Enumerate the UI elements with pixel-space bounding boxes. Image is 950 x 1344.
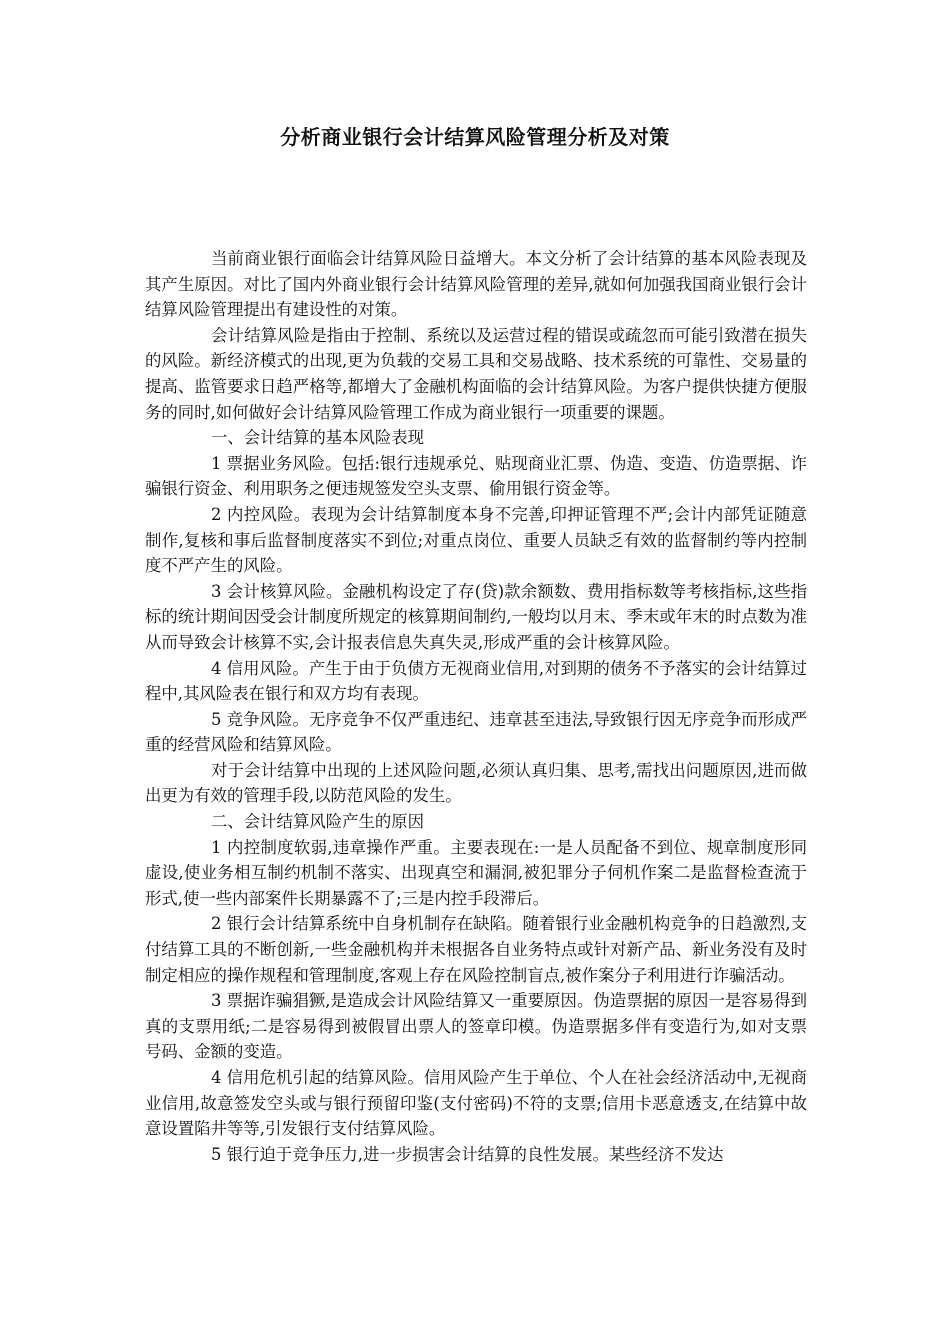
paragraph: 4 信用风险。产生于由于负债方无视商业信用,对到期的债务不予落实的会计结算过程中,其风险表在银行和双方均有表现。 [145, 658, 807, 704]
paragraph: 1 内控制度软弱,违章操作严重。主要表现在:一是人员配备不到位、规章制度形同虚设,使业务相互制约机制不落实、出现真空和漏洞,被犯罪分子伺机作案二是监督检查流于形式,使一些内部案件长期暴露不了;三是内控手段滞后。 [145, 837, 807, 908]
paragraph: 5 竞争风险。无序竞争不仅严重违纪、违章甚至违法,导致银行因无序竞争而形成严重的经营风险和结算风险。 [145, 709, 807, 755]
paragraph: 对于会计结算中出现的上述风险问题,必须认真归集、思考,需找出问题原因,进而做出更为有效的管理手段,以防范风险的发生。 [145, 760, 807, 806]
paragraph: 5 银行迫于竞争压力,进一步损害会计结算的良性发展。某些经济不发达 [211, 1144, 724, 1164]
paragraph: 2 银行会计结算系统中自身机制存在缺陷。随着银行业金融机构竞争的日趋激烈,支付结算工具的不断创新,一些金融机构并未根据各自业务特点或针对新产品、新业务没有及时制定相应的操作规程和管理制度,客观上存在风险控制盲点,被作案分子利用进行诈骗活动。 [145, 914, 807, 985]
document-title: 分析商业银行会计结算风险管理分析及对策 [280, 125, 670, 149]
paragraph: 3 会计核算风险。金融机构设定了存(贷)款余额数、费用指标数等考核指标,这些指标的统计期间因受会计制度所规定的核算期间制约,一般均以月末、季末或年末的时点数为准从而导致会计核算不实,会计报表信息失真失灵,形成严重的会计核算风险。 [145, 581, 807, 652]
paragraph-abstract: 当前商业银行面临会计结算风险日益增大。本文分析了会计结算的基本风险表现及其产生原因。对比了国内外商业银行会计结算风险管理的差异,就如何加强我国商业银行会计结算风险管理提出有建设性的对策。 [145, 249, 807, 320]
document-body [145, 246, 807, 1167]
section-heading-2: 二、会计结算风险产生的原因 [211, 812, 425, 832]
section-heading-1: 一、会计结算的基本风险表现 [211, 428, 425, 448]
paragraph: 2 内控风险。表现为会计结算制度本身不完善,印押证管理不严;会计内部凭证随意制作,复核和事后监督制度落实不到位;对重点岗位、重要人员缺乏有效的监督制约等内控制度不严产生的风险。 [145, 504, 807, 576]
paragraph: 4 信用危机引起的结算风险。信用风险产生于单位、个人在社会经济活动中,无视商业信用,故意签发空头或与银行预留印鉴(支付密码)不符的支票;信用卡恶意透支,在结算中故意设置陷井等等,引发银行支付结算风险。 [145, 1068, 807, 1139]
paragraph-intro: 会计结算风险是指由于控制、系统以及运营过程的错误或疏忽而可能引致潜在损失的风险。新经济模式的出现,更为负载的交易工具和交易战略、技术系统的可靠性、交易量的提高、监管要求日趋严格等,都增大了金融机构面临的会计结算风险。为客户提供快捷方便服务的同时,如何做好会计结算风险管理工作成为商业银行一项重要的课题。 [145, 325, 807, 422]
paragraph: 3 票据诈骗猖獗,是造成会计风险结算又一重要原因。伪造票据的原因一是容易得到真的支票用纸;二是容易得到被假冒出票人的签章印模。伪造票据多伴有变造行为,如对支票号码、金额的变造。 [145, 991, 807, 1062]
paragraph: 1 票据业务风险。包括:银行违规承兑、贴现商业汇票、伪造、变造、仿造票据、诈骗银行资金、利用职务之便违规签发空头支票、偷用银行资金等。 [145, 453, 807, 499]
